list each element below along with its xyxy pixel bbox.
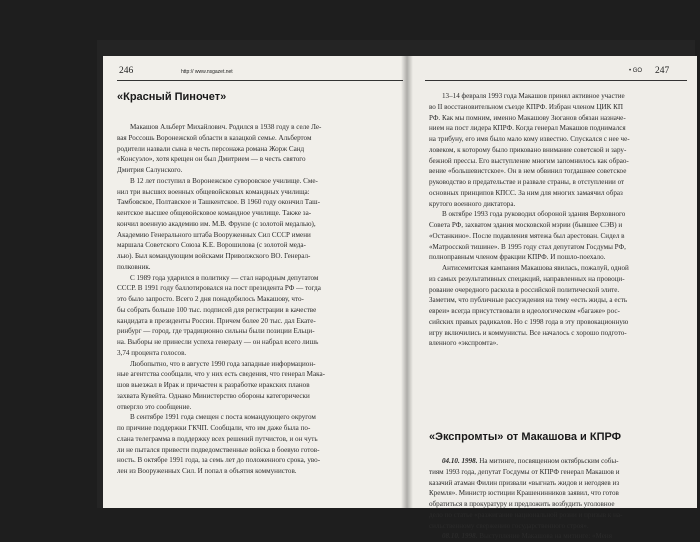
text-line: игру включились и коммунисты. Все началось с хорошо подгото- [429, 328, 627, 337]
text-line: во II восстановительном съезде КПРФ. Избран членом ЦИК КП [429, 102, 623, 111]
text-line: Антисемитская кампания Макашова явилась, пожалуй, одной [442, 264, 629, 272]
text-line: вая Россошь Воронежской области в казацкой семье. Альбертом [117, 133, 312, 142]
text-line: «Консуэло», хотя крещен он был Дмитрием — в честь святого [117, 155, 306, 164]
text-line: кентское высшее общевойсковое командное училище. Также за- [117, 209, 312, 217]
text-line: отвергло это сообщение. [117, 402, 192, 411]
text-line: ли не пытался привести подведомственные войска в боевую готов- [117, 445, 320, 454]
text-line: Совета РФ, захватом здания московской мэрии (бывшее СЭВ) и [429, 221, 623, 229]
entry-text: Выступление Макашова на митинге: «Меня [479, 532, 612, 541]
text-line [429, 531, 691, 542]
text-line: слана телеграмма в поддержку всех решений путчистов, и он чуть [117, 434, 318, 443]
text-line: лен из Вооруженных Сил. И попал в объятия коммунистов. [117, 467, 297, 475]
text-line: маршала Советского Союза К.Е. Ворошилова (с золотой меда- [117, 241, 306, 250]
text-line: С 1989 года ударился в политику — стал народным депутатом [130, 273, 319, 282]
text-line: Кремля». Министр юстиции Крашенинников заявил, что готов [429, 489, 619, 498]
text-line: ринбург — город, где традиционно сильны были позиции Ельци- [117, 327, 315, 336]
text-line: Академию Генерального штаба Вооруженных Сил СССР имени [117, 230, 311, 239]
header-rule [117, 80, 403, 81]
text-line: ность. В октябре 1991 года, за семь лет до положенного срока, уво- [117, 456, 321, 465]
text-line: нил три высших военных общевойсковых командных училища: [117, 187, 310, 196]
text-line: СССР. В 1991 году баллотировался на пост президента РФ — тогда [117, 284, 321, 293]
book-spine-shadow [401, 56, 413, 508]
text-line: бы собрать больше 100 тыс. подписей для регистрации в качестве [117, 305, 317, 314]
text-line: это было запросто. Всего 2 дня понадобилось Макашову, что- [117, 295, 304, 303]
text-line: захвата Кувейта. Однако Министерство обороны категорически [117, 391, 310, 400]
chapter-title: «Красный Пиночет» [117, 91, 227, 103]
left-page [103, 56, 407, 508]
header-url: http:// www.nsgazet.net [181, 69, 233, 75]
text-line: сийских правых радикалов. Но с 1998 года в эту провокационную [429, 317, 629, 326]
right-page [407, 56, 697, 541]
text-line: Макашов Альберт Михайлович. Родился в 1938 году в селе Ле- [130, 123, 322, 131]
text-line: руководство в предательстве и развале страны, в отступлении от [429, 178, 625, 186]
entry-text: На митинге, посвященном октябрьским собы- [479, 457, 619, 465]
text-line: на трибуну, его имя было мало кому известно. Спускался с нее че- [429, 135, 630, 143]
text-line [429, 456, 691, 467]
text-line: казачий атаман Филин призвали «выгнать жидов и негодяев из [429, 478, 620, 487]
text-line: из самых результативных спецакций, направленных на провоци- [429, 274, 625, 283]
text-line: ные агентства сообщали, что у них есть сведения, что генерал Мака- [117, 370, 325, 379]
dated-entries [429, 456, 691, 542]
text-line: ловеком, к которому было приковано внимание советской и зару- [429, 145, 627, 154]
text-line: вение «большевистское». Он в нем обвинил тогдашнее советское [429, 167, 627, 176]
text-line: крутого военного диктатора. [429, 199, 516, 208]
entry-date: 08.10. 1998. [442, 532, 478, 541]
text-line: дело по статье «разжигание национальной розни и призыв к на- [429, 510, 623, 519]
text-line: «Матросской тишине». В 1995 году стал депутатом Госдумы РФ, [429, 242, 626, 251]
text-line: основных принципов КПСС. За ним для многих замаячил образ [429, 188, 623, 197]
text-line: тиям 1993 года, депутат Госдумы от КПРФ генерал Макашов и [429, 467, 620, 476]
text-line: обратиться в прокуратуру и предложить возбудить уголовное [429, 500, 615, 508]
text-line: полноправным членом фракции КПРФ. И пошло-поехало. [429, 253, 606, 262]
text-line: Дмитрия Салунского. [117, 166, 183, 174]
text-line: В сентябре 1991 года смещен с поста командующего округом [130, 413, 316, 422]
header-marker: • GO [629, 68, 643, 74]
text-line: В октябре 1993 года руководил обороной здания Верховного [442, 210, 626, 219]
text-line: Любопытно, что в августе 1990 года западные информацион- [130, 359, 316, 368]
page-number: 247 [655, 66, 670, 76]
text-line: Заметим, что публичные рассуждения на тему «есть жиды, а есть [429, 296, 628, 305]
text-line: РФ. Как мы помним, именно Макашову Зюганов обязан назначе- [429, 113, 626, 122]
text-line: евреи» всегда присутствовали в идеологическом «багаже» рос- [429, 307, 620, 315]
text-line: бежной прессы. Его выступление многим запомнилось как обрао- [429, 156, 629, 165]
body-text [117, 122, 403, 477]
text-line: лью). Был командующим войсками Приволжского ВО. Генерал- [117, 252, 311, 260]
text-line: кандидата в президенты России. Причем более 20 тыс. дал Екате- [117, 316, 316, 325]
text-line: Тамбовское, Полтавское и Ташкентское. В 1960 году окончил Таш- [117, 198, 320, 207]
text-line: вленного «экспромта». [429, 339, 499, 348]
section-title: «Экспромты» от Макашова и КПРФ [429, 431, 622, 443]
text-line: на. Выборы не принесли успеха генералу — он набрал всего лишь [117, 338, 319, 346]
text-line: нием на пост лидера КПРФ. Когда генерал Макашов поднимался [429, 124, 626, 133]
header-rule [425, 80, 687, 81]
text-line: рование очередного раскола в российской политической элите. [429, 285, 620, 294]
body-text [429, 91, 691, 349]
page-number: 246 [119, 66, 134, 76]
entry-date: 04.10. 1998. [442, 457, 478, 465]
text-line: родители назвали сына в честь персонажа романа Жорж Санд [117, 144, 305, 153]
text-line: по причине поддержки ГКЧП. Сообщали, что им даже была по- [117, 424, 311, 432]
text-line: кончил военную академию им. М.В. Фрунзе (с золотой медалью), [117, 219, 316, 228]
text-line: «Останкино». После подавления мятежа был арестован. Сидел в [429, 231, 625, 240]
text-line: 3,74 процента голосов. [117, 348, 187, 357]
text-line: В 12 лет поступил в Воронежское суворовское училище. Сме- [130, 176, 318, 185]
text-line: полковник. [117, 262, 151, 271]
text-line: сильственному свержению государственного строя». [429, 521, 589, 530]
text-line: шов выезжал в Ирак и причастен к разработке иракских планов [117, 381, 310, 389]
text-line: 13–14 февраля 1993 года Макашов принял активное участие [442, 92, 625, 100]
